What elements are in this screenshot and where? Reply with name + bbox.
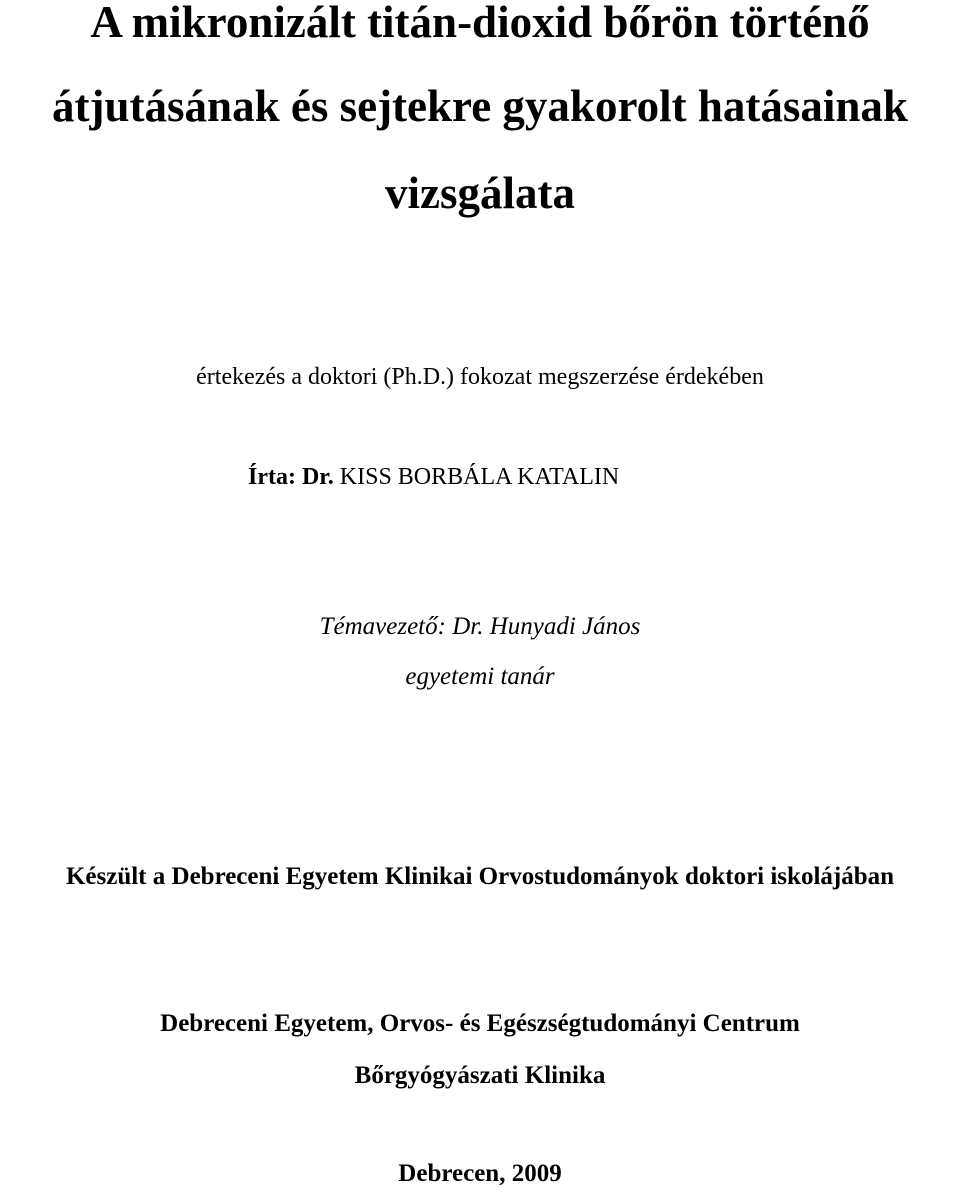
supervisor-title: egyetemi tanár — [405, 663, 555, 690]
author-prefix: Írta: Dr. — [248, 464, 340, 490]
clinic-name: Bőrgyógyászati Klinika — [354, 1062, 606, 1089]
title-line-2: átjutásának és sejtekre gyakorolt hatásainak — [52, 81, 908, 131]
title-line-1: A mikronizált titán-dioxid bőrön történő — [90, 0, 870, 47]
degree-statement: értekezés a doktori (Ph.D.) fokozat megszerzése érdekében — [196, 364, 764, 390]
university-name: Debreceni Egyetem, Orvos- és Egészségtudományi Centrum — [160, 1010, 800, 1037]
author-name: KISS BORBÁLA KATALIN — [339, 464, 620, 490]
place-and-year: Debrecen, 2009 — [398, 1160, 562, 1187]
institution-statement: Készült a Debreceni Egyetem Klinikai Orvostudományok doktori iskolájában — [65, 863, 895, 890]
author-line — [248, 465, 619, 489]
title-line-3: vizsgálata — [385, 168, 575, 218]
supervisor-line: Témavezető: Dr. Hunyadi János — [319, 613, 641, 640]
